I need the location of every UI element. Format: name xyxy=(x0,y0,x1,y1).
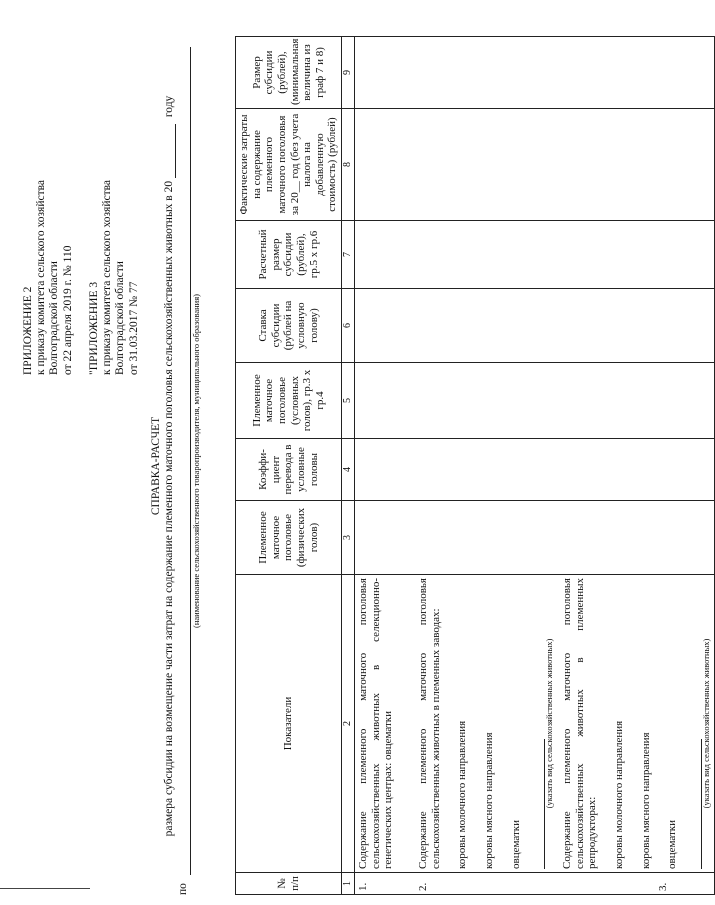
subsidy-table xyxy=(235,36,715,895)
appendix-2-line1: к приказу комитета сельского хозяйства xyxy=(35,179,48,375)
row2-number: 2. xyxy=(417,882,430,891)
empty-cell-5 xyxy=(355,363,715,439)
empty-cell-8 xyxy=(355,109,715,221)
row1-number: 1. xyxy=(357,882,370,891)
row2-text: Содержание племенного маточного поголовья сельскохозяйственных животных в племенных заводах: xyxy=(417,578,442,869)
empty-cell-7 xyxy=(355,221,715,289)
row1-text: Содержание племенного маточного поголовья сельскохозяйственных животных в селекционно-генетических центрах: овцематки xyxy=(357,578,395,869)
appendix-3-line2: Волгоградской области xyxy=(114,261,127,375)
col-number-3: 3 xyxy=(342,501,355,575)
header-num: № п/п xyxy=(236,873,342,895)
col-number-5: 5 xyxy=(342,363,355,439)
col-number-6: 6 xyxy=(342,289,355,363)
appendix-2-block xyxy=(22,45,75,375)
appendix-2-line2: Волгоградской области xyxy=(48,261,61,375)
empty-cell-6 xyxy=(355,289,715,363)
rows-numbers-cell xyxy=(355,873,715,895)
header-coefficient: Коэффи-циент перевода в условные головы xyxy=(236,439,342,501)
row3-item-beef: коровы мясного направления xyxy=(639,732,652,869)
empty-cell-9 xyxy=(355,37,715,109)
doc-subtitle xyxy=(163,37,176,895)
row3-text: Содержание племенного маточного поголовья сельскохозяйственных животных в племенных репродукторах: xyxy=(561,578,599,869)
appendix-3-line1: к приказу комитета сельского хозяйства xyxy=(101,179,114,375)
empty-cell-3 xyxy=(355,501,715,575)
scan-edge-line xyxy=(0,888,90,889)
appendix-2-line3: от 22 апреля 2019 г. № 110 xyxy=(61,245,74,375)
po-label: по xyxy=(177,883,189,895)
data-row xyxy=(355,37,715,895)
column-numbers-row xyxy=(342,37,355,895)
header-actual-costs: Фактические затраты на содержание племенного маточного поголовья за 20__ год (без учета налога на добавленную стоимость) (рублей) xyxy=(236,109,342,221)
header-physical-heads: Племенное маточное поголовье (физических голов) xyxy=(236,501,342,575)
year-blank xyxy=(175,124,176,178)
empty-cell-4 xyxy=(355,439,715,501)
col-number-9: 9 xyxy=(342,37,355,109)
row3-number: 3. xyxy=(657,882,670,891)
row2-hint: (указать вид сельскохозяйственных животных) xyxy=(544,638,555,809)
row2-item-beef: коровы мясного направления xyxy=(483,732,496,869)
header-conditional-heads: Племенное маточное поголовье (условных голов), гр.3 х гр.4 xyxy=(236,363,342,439)
col-number-4: 4 xyxy=(342,439,355,501)
header-calculated: Расчетный размер субсидии (рублей), гр.5 х гр.6 xyxy=(236,221,342,289)
rows-indicators-cell xyxy=(355,575,715,873)
doc-subtitle-suffix: году xyxy=(163,95,175,118)
po-hint: (наименование сельскохозяйственного товаропроизводителя, муниципального образования) xyxy=(191,294,201,628)
col-number-2: 2 xyxy=(342,575,355,873)
col-number-1: 1 xyxy=(342,873,355,895)
header-row xyxy=(236,37,342,895)
appendix-3-title: "ПРИЛОЖЕНИЕ 3 xyxy=(88,281,100,375)
appendix-2-title: ПРИЛОЖЕНИЕ 2 xyxy=(22,286,34,375)
row2-item-ewes: овцематки xyxy=(509,820,522,869)
row3-hint: (указать вид сельскохозяйственных животных) xyxy=(700,638,711,809)
header-rate: Ставка субсидии (рублей на условную голову) xyxy=(236,289,342,363)
header-subsidy: Размер субсидии (рублей), (минимальная величина из граф 7 и 8) xyxy=(236,37,342,109)
appendix-3-block xyxy=(88,45,141,375)
doc-title: СПРАВКА-РАСЧЕТ xyxy=(150,416,162,516)
row3-item-ewes: овцематки xyxy=(666,820,679,869)
row3-item-dairy: коровы молочного направления xyxy=(613,720,626,869)
doc-subtitle-prefix: размера субсидии на возмещение части затрат на содержание племенного маточного поголовья сельскохозяйственных животных в 20 xyxy=(163,180,175,837)
row2-item-dairy: коровы молочного направления xyxy=(456,720,469,869)
col-number-7: 7 xyxy=(342,221,355,289)
header-indicators: Показатели xyxy=(236,575,342,873)
appendix-3-line3: от 31.03.2017 № 77 xyxy=(127,281,140,375)
col-number-8: 8 xyxy=(342,109,355,221)
